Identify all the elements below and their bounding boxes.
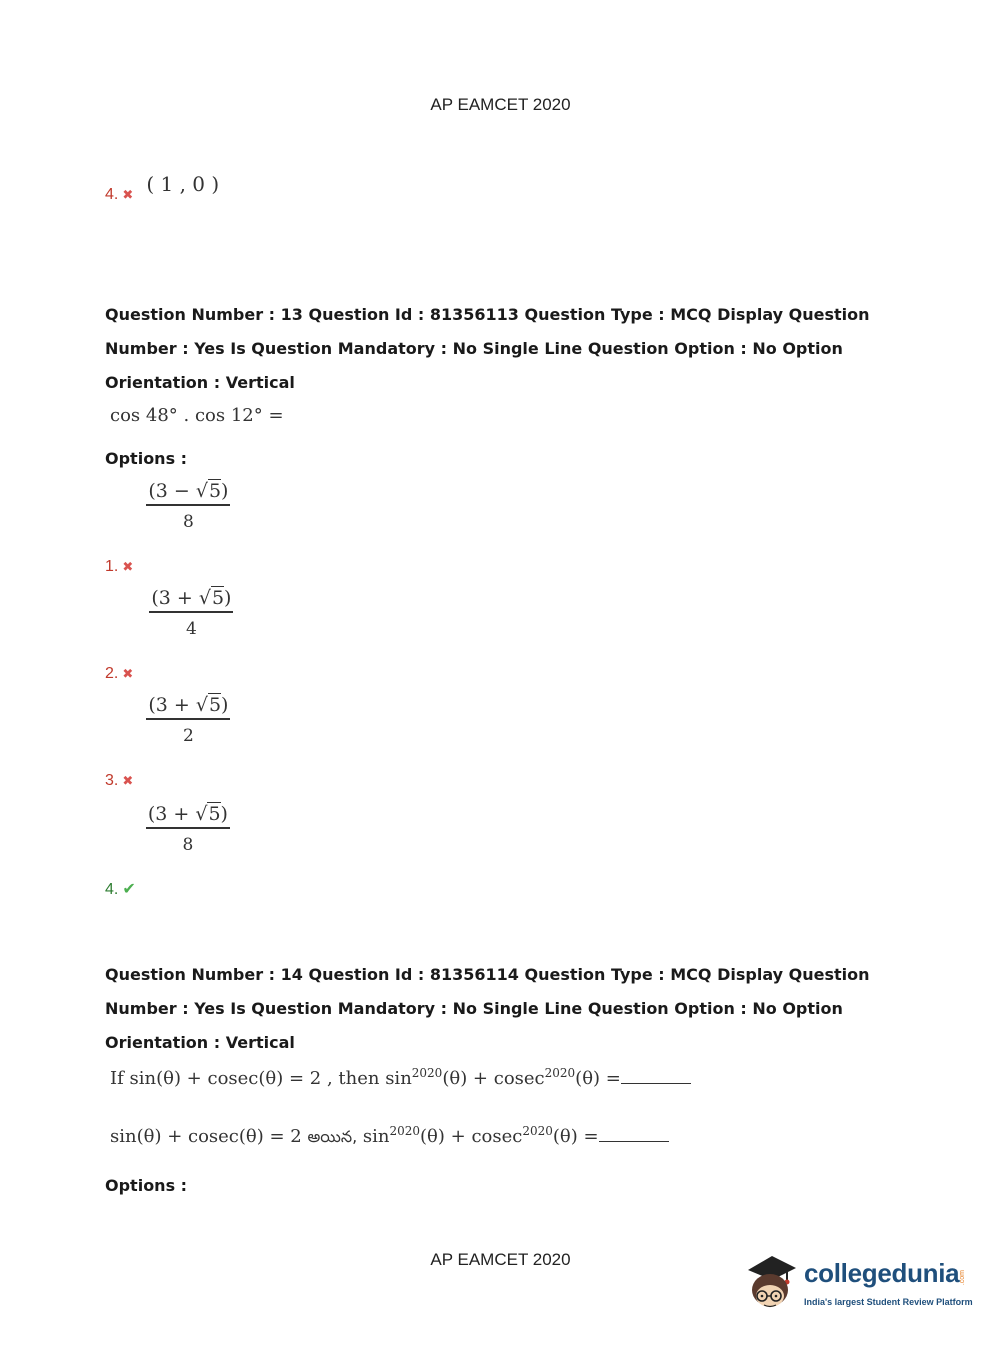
numerator-start: (3 + √ xyxy=(151,587,211,609)
options-label: Options : xyxy=(105,449,188,468)
denominator: 8 xyxy=(182,512,194,532)
cross-icon: ✖ xyxy=(122,667,134,682)
question-13-meta: Question Number : 13 Question Id : 81356113 Question Type : MCQ Display Question Number : Yes Is Question Mandatory : No Single Line Question Option : No Option Orientation : Vertical xyxy=(105,305,870,392)
question-14-meta: Question Number : 14 Question Id : 81356114 Question Type : MCQ Display Question Number : Yes Is Question Mandatory : No Single Line Question Option : No Option Orientation : Vertical xyxy=(105,965,870,1052)
page-footer: AP EAMCET 2020 xyxy=(430,1250,571,1269)
exponent: 2020 xyxy=(544,1066,576,1080)
exponent: 2020 xyxy=(389,1124,421,1138)
question-14-english xyxy=(110,1066,691,1089)
option-value: ( 1 , 0 ) xyxy=(146,172,220,196)
q14-te-part-d: (θ) = xyxy=(552,1126,599,1147)
logo-suffix: .com xyxy=(959,1270,966,1286)
radicand: 5 xyxy=(208,480,222,502)
radicand: 5 xyxy=(208,694,222,716)
logo-tagline: India's largest Student Review Platform xyxy=(804,1297,973,1307)
denominator: 2 xyxy=(182,726,194,746)
options-label: Options : xyxy=(105,1176,188,1195)
question-14-telugu xyxy=(110,1124,669,1150)
q13-option-4 xyxy=(105,803,230,898)
option-number: 1. xyxy=(105,558,119,575)
option-number: 2. xyxy=(105,665,119,682)
answer-blank xyxy=(599,1125,669,1142)
q13-option-2 xyxy=(105,587,233,682)
q14-te-part-a: sin(θ) + cosec(θ) = 2 xyxy=(110,1126,308,1147)
denominator: 8 xyxy=(182,835,194,855)
fraction xyxy=(146,480,230,532)
exponent: 2020 xyxy=(522,1124,553,1138)
option-number: 4. xyxy=(105,186,119,203)
q14-en-part-a: If sin(θ) + cosec(θ) = 2 , then sin xyxy=(110,1068,412,1089)
numerator-end: ) xyxy=(221,694,229,716)
cross-icon: ✖ xyxy=(122,188,134,203)
radicand: 5 xyxy=(208,803,221,825)
collegedunia-logo xyxy=(742,1250,982,1316)
numerator-start: (3 + √ xyxy=(148,694,208,716)
question-13-text: cos 48° . cos 12° = xyxy=(110,405,284,426)
prev-option-4 xyxy=(105,172,220,204)
q13-option-3 xyxy=(105,694,230,789)
exponent: 2020 xyxy=(411,1066,443,1080)
q13-option-1 xyxy=(105,480,230,575)
mascot-icon xyxy=(742,1250,802,1316)
logo-name: collegedunia xyxy=(804,1258,960,1288)
q14-en-part-c: (θ) = xyxy=(575,1068,621,1089)
check-icon: ✔ xyxy=(122,879,136,898)
cross-icon: ✖ xyxy=(122,774,134,789)
numerator-start: (3 + √ xyxy=(147,803,208,825)
page-header: AP EAMCET 2020 xyxy=(430,95,571,114)
numerator-end: ) xyxy=(220,803,228,825)
cross-icon: ✖ xyxy=(122,560,134,575)
radicand: 5 xyxy=(211,587,225,609)
option-number: 4. xyxy=(105,881,119,898)
option-number: 3. xyxy=(105,772,119,789)
q14-te-part-b: sin xyxy=(357,1126,390,1147)
fraction xyxy=(146,803,230,855)
numerator-start: (3 − √ xyxy=(148,480,208,502)
denominator: 4 xyxy=(185,619,197,639)
fraction xyxy=(149,587,233,639)
q14-en-part-b: (θ) + cosec xyxy=(442,1068,545,1089)
q14-te-part-c: (θ) + cosec xyxy=(420,1126,523,1147)
numerator-end: ) xyxy=(221,480,229,502)
numerator-end: ) xyxy=(224,587,232,609)
telugu-word: అయిన, xyxy=(307,1127,358,1146)
fraction xyxy=(146,694,230,746)
answer-blank xyxy=(621,1067,691,1084)
